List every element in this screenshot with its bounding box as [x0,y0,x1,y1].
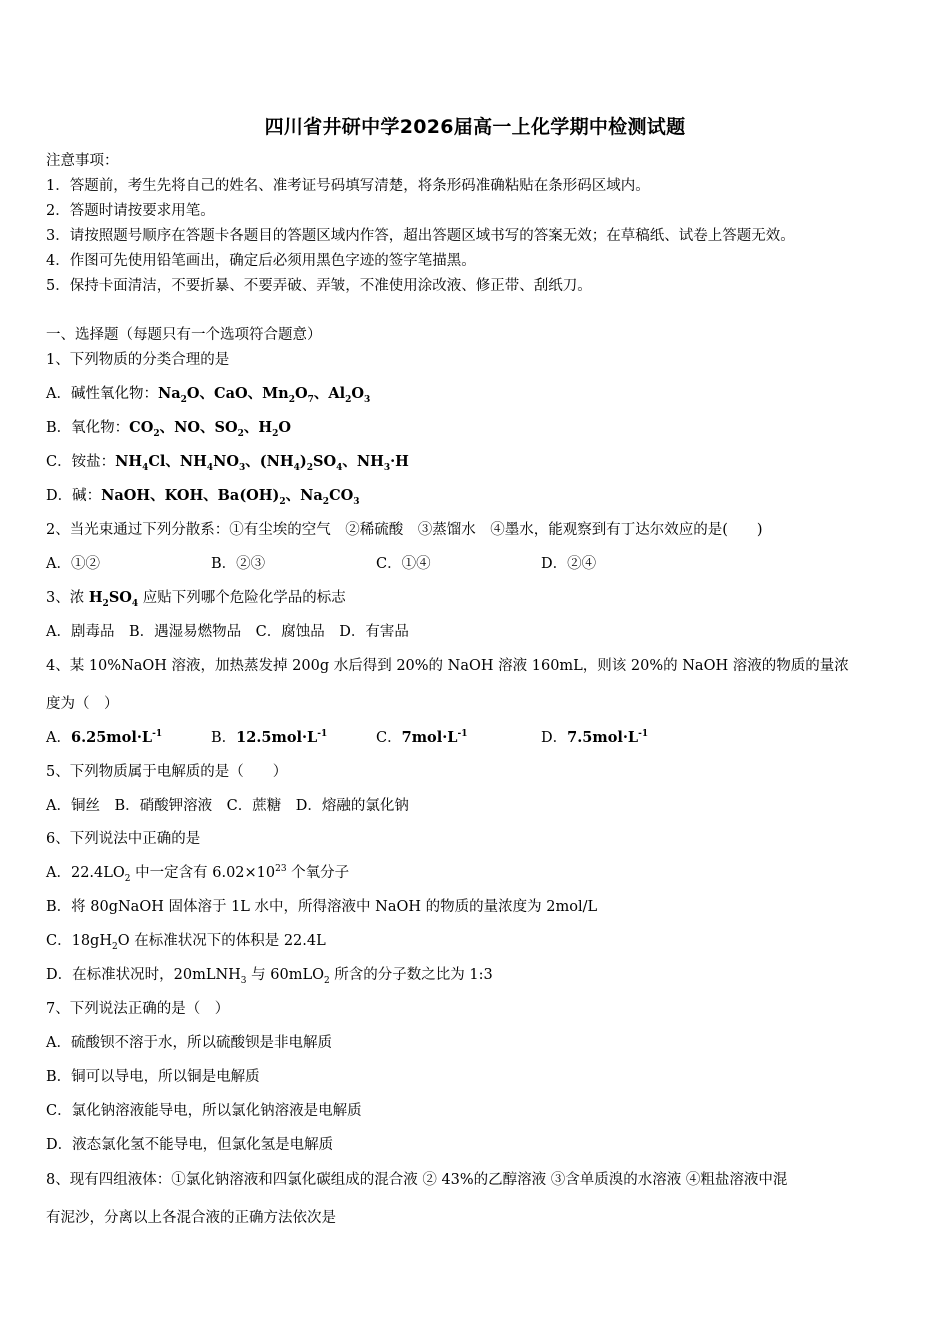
question-8-stem: 8、现有四组液体：①氯化钠溶液和四氯化碳组成的混合液 ② 43%的乙醇溶液 ③含单质溴的水溶液 ④粗盐溶液中混 [46,1172,788,1188]
question-7-option-c: C．氯化钠溶液能导电，所以氯化钠溶液是电解质 [46,1103,362,1119]
option-b: B．$12.5mol\cdot L^{-1}$ [211,729,328,746]
option-a: A．①② [46,556,100,572]
question-5-stem: 5、下列物质属于电解质的是（ ） [46,764,288,780]
question-1-option-d: D．碱：NaOH、KOH、$Ba(OH)_2$、$Na_2CO_3$ [46,487,360,507]
question-1-option-b: B．氧化物：$CO_2$、NO、$SO_2$、$H_2O$ [46,419,291,439]
question-1-option-a: A．碱性氧化物：$Na_2O$、CaO、$Mn_2O_7$、$Al_2O_3$ [46,385,371,405]
option-d: D．②④ [541,556,597,572]
question-6-option-c: C．$18gH_2O$ 在标准状况下的体积是 22.4L [46,933,326,952]
notice-item: 2．答题时请按要求用笔。 [46,203,215,219]
question-3-options: A．剧毒品 B．遇湿易燃物品 C．腐蚀品 D．有害品 [46,624,409,640]
question-3-stem: 3、浓 $H_2SO_4$ 应贴下列哪个危险化学品的标志 [46,589,346,609]
notice-item: 1．答题前，考生先将自己的姓名、准考证号码填写清楚，将条形码准确粘贴在条形码区域内。 [46,178,650,194]
question-1-stem: 1、下列物质的分类合理的是 [46,352,230,368]
question-7-stem: 7、下列说法正确的是（ ） [46,1001,230,1017]
question-7-option-d: D．液态氯化氢不能导电，但氯化氢是电解质 [46,1137,334,1153]
question-4-stem-cont: 度为（ ） [46,696,119,712]
question-6-stem: 6、下列说法中正确的是 [46,831,201,847]
question-2-stem: 2、当光束通过下列分散系：①有尘埃的空气 ②稀硫酸 ③蒸馏水 ④墨水，能观察到有丁达尔效应的是( ) [46,522,763,538]
question-6-option-d: D．在标准状况时，20mLNH$_3$ 与 60mLO$_2$ 所含的分子数之比为 1:3 [46,967,493,986]
section-heading: 一、选择题（每题只有一个选项符合题意） [46,327,322,343]
notice-item: 3．请按照题号顺序在答题卡各题目的答题区域内作答，超出答题区域书写的答案无效；在草稿纸、试卷上答题无效。 [46,228,795,244]
question-2-options [46,555,596,573]
notice-heading: 注意事项： [46,153,119,169]
notice-item: 5．保持卡面清洁，不要折暴、不要弄破、弄皱，不准使用涂改液、修正带、刮纸刀。 [46,278,592,294]
question-5-options: A．铜丝 B．硝酸钾溶液 C．蔗糖 D．熔融的氯化钠 [46,798,409,814]
question-6-option-b: B．将 80gNaOH 固体溶于 1L 水中，所得溶液中 NaOH 的物质的量浓度为 2mol/L [46,899,598,915]
option-b: B．②③ [211,556,266,572]
option-c: C．①④ [376,556,431,572]
question-8-stem-cont: 有泥沙，分离以上各混合液的正确方法依次是 [46,1210,336,1226]
option-a: A．$6.25mol\cdot L^{-1}$ [46,729,163,746]
question-6-option-a: A．$22.4LO_2$ 中一定含有 $6.02\times 10^{23}$ 个氧分子 [46,864,350,884]
notice-item: 4．作图可先使用铅笔画出，确定后必须用黑色字迹的签字笔描黑。 [46,253,476,269]
page-title: 四川省井研中学2026届高一上化学期中检测试题 [264,116,686,138]
question-4-options [46,729,648,747]
question-7-option-b: B．铜可以导电，所以铜是电解质 [46,1069,260,1085]
option-d: D．$7.5mol\cdot L^{-1}$ [541,729,649,746]
question-1-option-c: C．铵盐：$NH_4Cl$、$NH_4NO_3$、$(NH_4)_2SO_4$、$NH_3\cdot H$ [46,453,409,473]
question-4-stem: 4、某 10%NaOH 溶液，加热蒸发掉 200g 水后得到 20%的 NaOH 溶液 160mL，则该 20%的 NaOH 溶液的物质的量浓 [46,658,849,674]
question-7-option-a: A．硫酸钡不溶于水，所以硫酸钡是非电解质 [46,1035,332,1051]
option-c: C．$7mol\cdot L^{-1}$ [376,729,468,746]
